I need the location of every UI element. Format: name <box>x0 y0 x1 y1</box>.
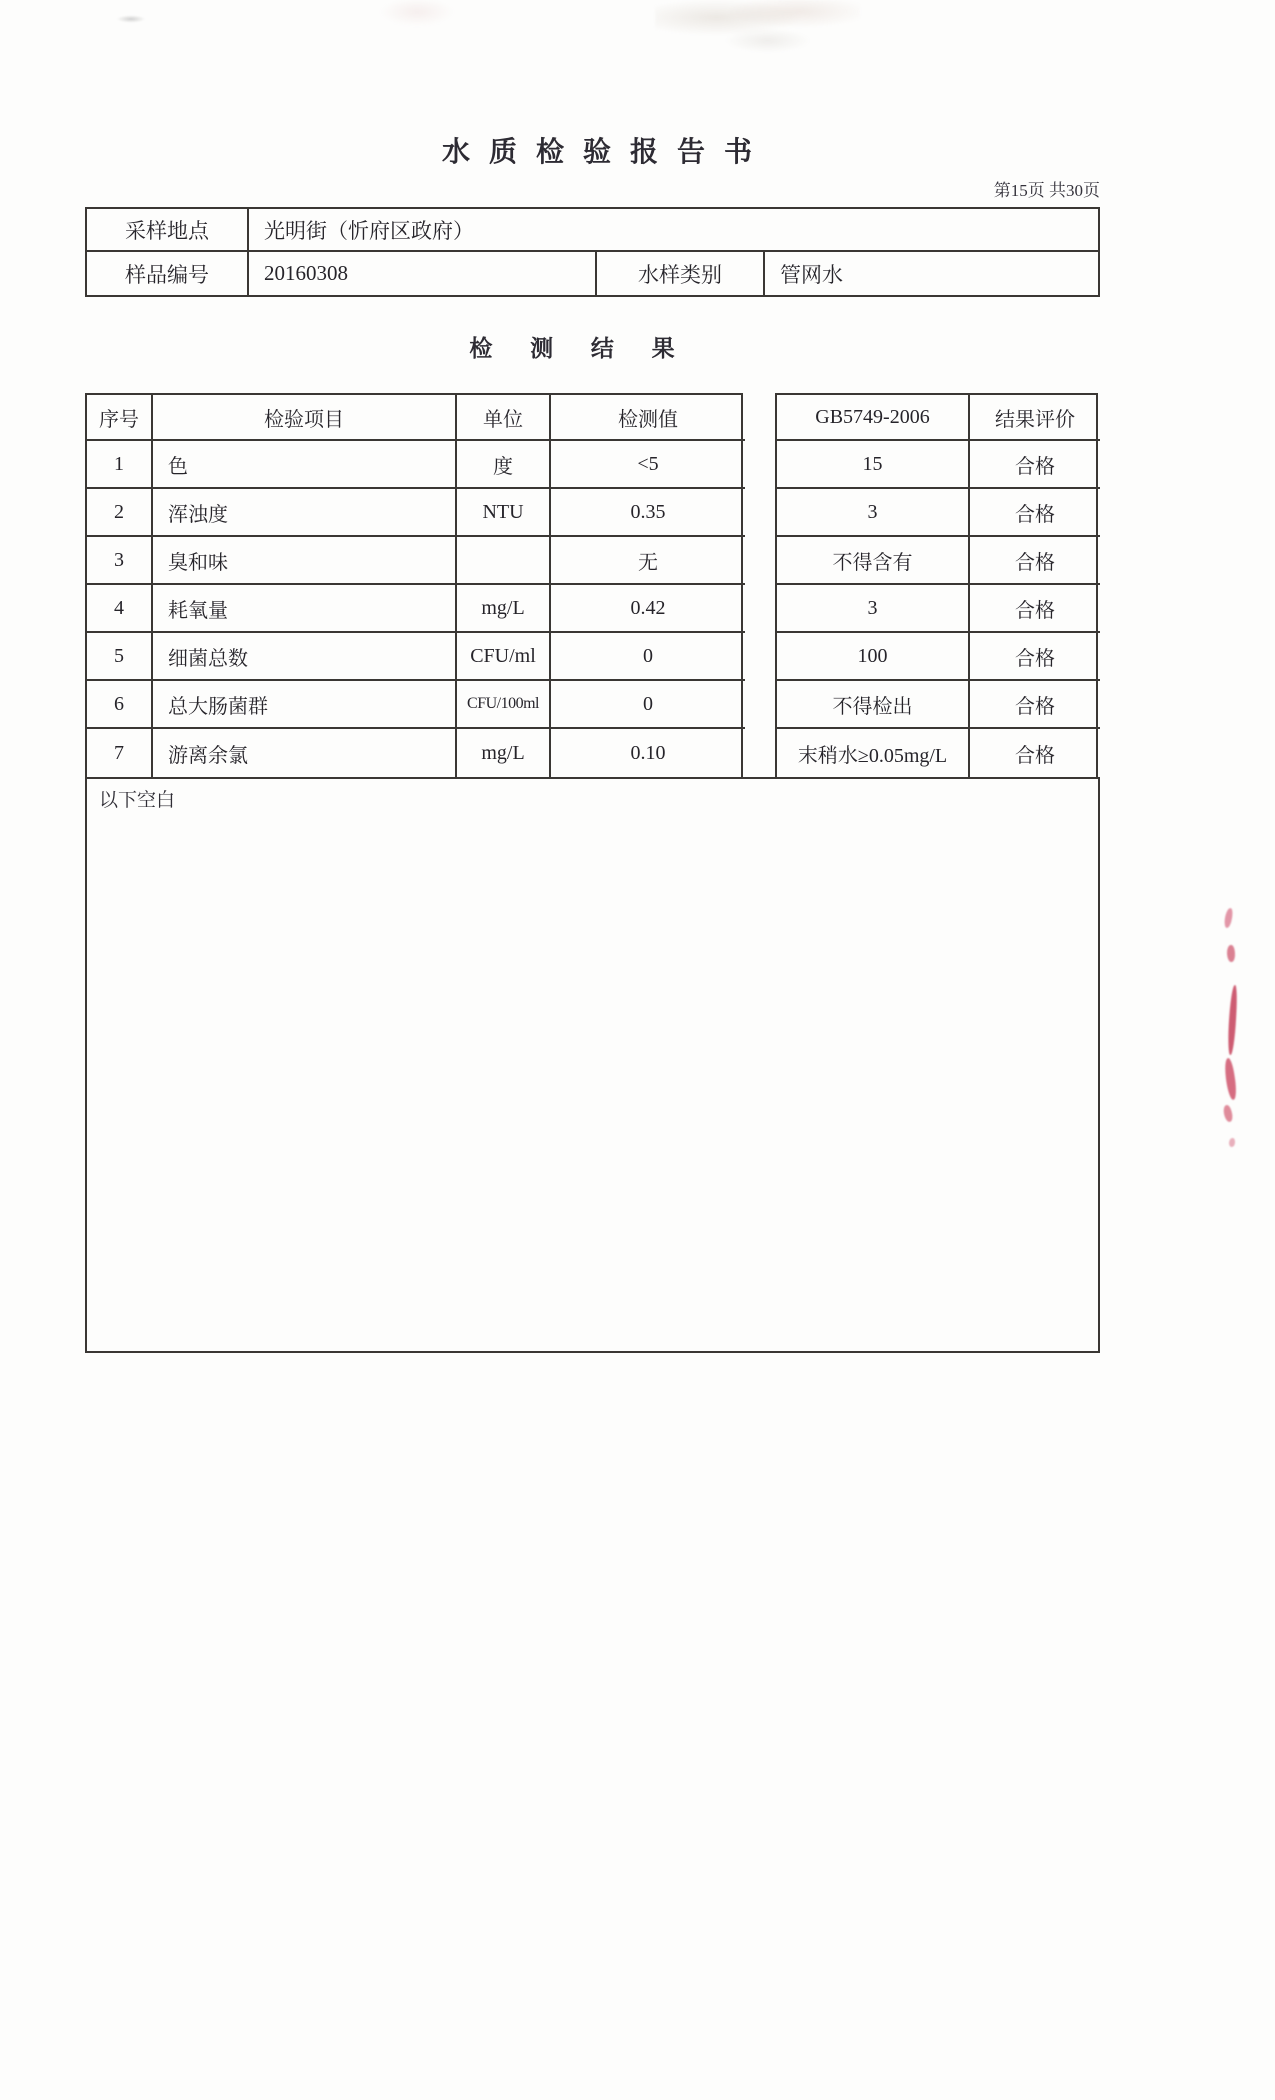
col-unit: 度 <box>457 441 551 489</box>
col-value: 0.35 <box>551 489 745 537</box>
page-indicator: 第15页 共30页 <box>993 181 1100 200</box>
col-header-index: 序号 <box>87 395 153 441</box>
col-index: 6 <box>87 681 153 729</box>
sample-location-label: 采样地点 <box>87 209 249 252</box>
col-item: 色 <box>153 441 457 489</box>
col-header-unit: 单位 <box>457 395 551 441</box>
red-ink-mark <box>1227 985 1238 1055</box>
col-unit <box>457 537 551 585</box>
blank-note: 以下空白 <box>99 790 176 811</box>
red-ink-mark <box>1222 1104 1234 1123</box>
col-standard: 3 <box>777 585 970 633</box>
col-header-standard: GB5749-2006 <box>777 395 970 441</box>
red-ink-mark <box>1223 1058 1238 1101</box>
col-item: 细菌总数 <box>153 633 457 681</box>
col-unit: NTU <box>457 489 551 537</box>
col-item: 浑浊度 <box>153 489 457 537</box>
col-value: 0.42 <box>551 585 745 633</box>
water-type-value: 管网水 <box>780 262 843 287</box>
col-index: 4 <box>87 585 153 633</box>
col-evaluation: 合格 <box>1015 744 1055 767</box>
col-index: 5 <box>87 633 153 681</box>
col-value: 0 <box>551 681 745 729</box>
scan-smudge-top-right <box>372 0 462 34</box>
sample-info-table <box>85 207 1100 297</box>
col-header-value: 检测值 <box>551 395 745 441</box>
scan-smudge-top-left <box>112 14 150 24</box>
col-unit: mg/L <box>457 729 551 777</box>
col-evaluation: 合格 <box>970 489 1100 537</box>
col-evaluation: 合格 <box>970 633 1100 681</box>
col-index: 1 <box>87 441 153 489</box>
col-header-item: 检验项目 <box>153 395 457 441</box>
col-standard: 不得含有 <box>777 537 970 585</box>
col-index: 2 <box>87 489 153 537</box>
col-unit: mg/L <box>457 585 551 633</box>
col-standard: 15 <box>777 441 970 489</box>
col-standard: 不得检出 <box>777 681 970 729</box>
col-unit: CFU/100ml <box>457 681 551 729</box>
red-ink-mark <box>1229 1138 1235 1147</box>
blank-remainder-box <box>85 777 1100 1353</box>
col-value: 无 <box>551 537 745 585</box>
water-type-label: 水样类别 <box>597 252 765 295</box>
col-value: 0 <box>551 633 745 681</box>
col-header-evaluation: 结果评价 <box>970 395 1100 441</box>
col-value: <5 <box>551 441 745 489</box>
red-ink-mark <box>1224 908 1234 929</box>
col-value: 0.10 <box>630 741 666 764</box>
col-evaluation: 合格 <box>970 681 1100 729</box>
col-evaluation: 合格 <box>970 585 1100 633</box>
red-ink-mark <box>1226 945 1236 963</box>
report-title: 水 质 检 验 报 告 书 <box>441 137 758 168</box>
sample-number-label: 样品编号 <box>87 252 249 295</box>
col-item: 臭和味 <box>153 537 457 585</box>
col-standard: 3 <box>777 489 970 537</box>
col-evaluation: 合格 <box>970 441 1100 489</box>
scan-smudge-top-center <box>655 0 860 58</box>
col-unit: CFU/ml <box>457 633 551 681</box>
col-standard: 末稍水≥0.05mg/L <box>777 729 970 777</box>
col-standard: 100 <box>777 633 970 681</box>
results-table-left <box>85 393 743 777</box>
sample-number-value: 20160308 <box>249 252 597 295</box>
col-item: 总大肠菌群 <box>153 681 457 729</box>
col-item: 耗氧量 <box>153 585 457 633</box>
results-table-right <box>775 393 1098 777</box>
sample-location-value: 光明街（忻府区政府） <box>249 209 1098 252</box>
section-heading: 检 测 结 果 <box>469 336 691 361</box>
col-evaluation: 合格 <box>970 537 1100 585</box>
col-index: 7 <box>87 729 153 777</box>
col-index: 3 <box>87 537 153 585</box>
col-item: 游离余氯 <box>153 729 457 777</box>
